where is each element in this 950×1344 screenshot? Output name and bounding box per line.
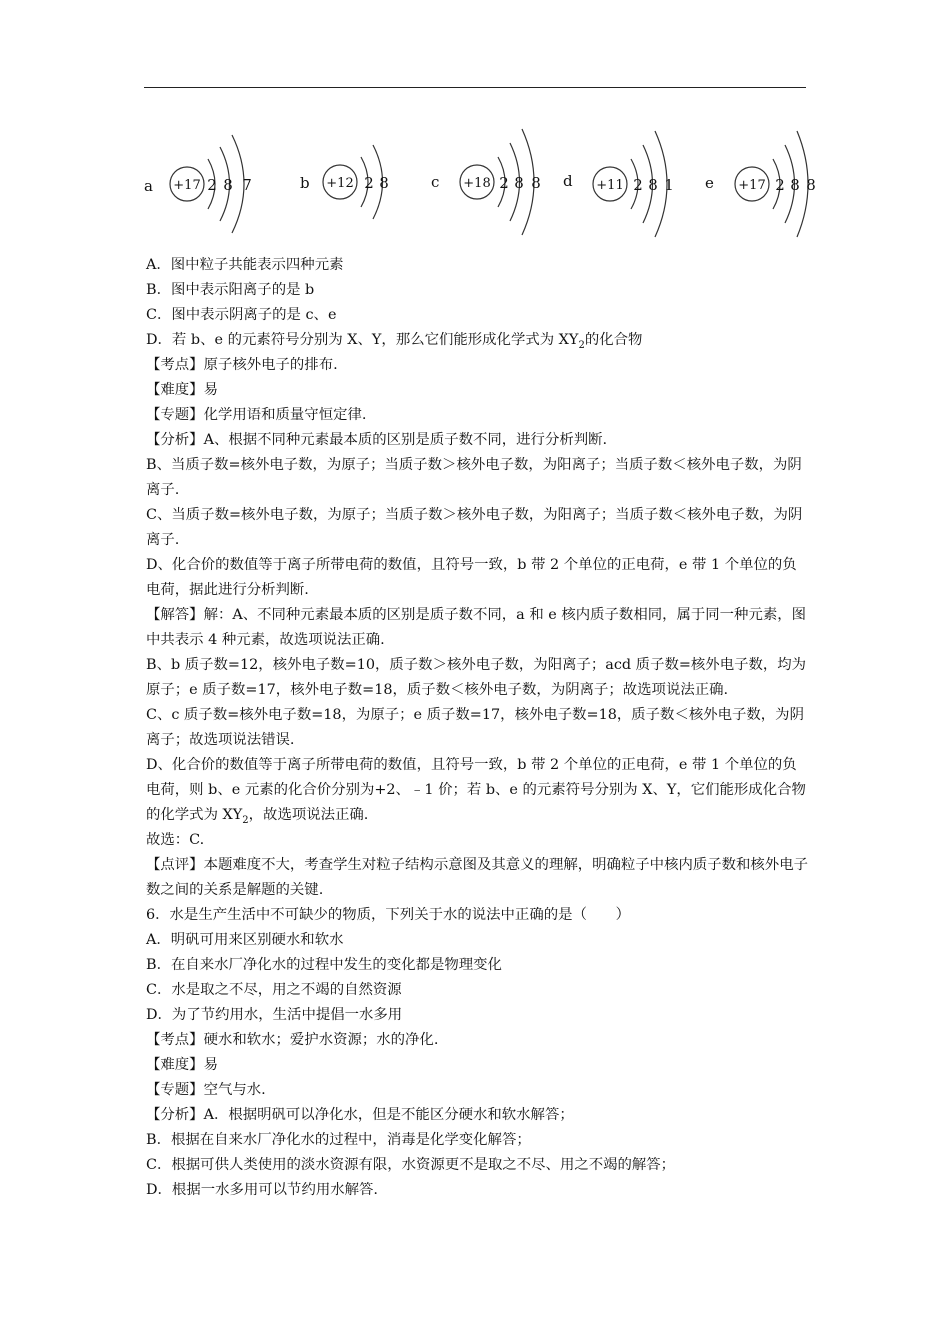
nucleus-charge-d: +11 — [596, 178, 624, 193]
atom-letter-a: a — [144, 177, 153, 195]
q5-option-d-tail: 的化合物 — [584, 332, 643, 348]
document-body — [146, 253, 808, 1203]
nucleus-charge-e: +17 — [738, 178, 766, 193]
q5-option-d — [146, 328, 808, 353]
q6-fenxi-c: C．根据可供人类使用的淡水资源有限，水资源更不是取之不尽、用之不竭的解答； — [146, 1157, 676, 1173]
q5-fenxi-b: B、当质子数=核外电子数，为原子；当质子数＞核外电子数，为阳离子；当质子数＜核外电子数，为阴离子. — [146, 457, 802, 498]
q5-jieda-a: 【解答】解：A、不同种元素最本质的区别是质子数不同，a 和 e 核内质子数相同，属于同一种元素，图中共表示 4 种元素，故选项说法正确. — [146, 607, 807, 648]
shell-b-2: 8 — [379, 174, 389, 192]
q6-zhuanti: 【专题】空气与水. — [146, 1082, 266, 1098]
q5-jieda-d — [146, 753, 808, 828]
header-rule — [144, 87, 806, 88]
q6-option-b: B．在自来水厂净化水的过程中发生的变化都是物理变化 — [146, 957, 502, 973]
shell-e-3: 8 — [806, 176, 816, 194]
q5-fenxi-a: 【分析】A、根据不同种元素最本质的区别是质子数不同，进行分析判断. — [146, 432, 608, 448]
q5-jieda-b: B、b 质子数=12，核外电子数=10，质子数＞核外电子数，为阳离子；acd 质子数=核外电子数，均为原子；e 质子数=17，核外电子数=18，质子数＜核外电子数，为阴离子；故选项说法正确. — [146, 657, 807, 698]
q6-option-a: A．明矾可用来区别硬水和软水 — [146, 932, 344, 948]
q5-fenxi-d: D、化合价的数值等于离子所带电荷的数值，且符号一致，b 带 2 个单位的正电荷，e 带 1 个单位的负电荷，据此进行分析判断. — [146, 557, 797, 598]
q6-stem: 6．水是生产生活中不可缺少的物质，下列关于水的说法中正确的是（ ） — [146, 907, 631, 923]
nucleus-charge-c: +18 — [463, 176, 491, 191]
q5-jieda-d-text: D、化合价的数值等于离子所带电荷的数值，且符号一致，b 带 2 个单位的正电荷，e 带 1 个单位的负电荷，则 b、e 元素的化合价分别为+2、﹣1 价；若 b、e 的元素符号分别为 X、Y，它们能形成化合物的化学式为 XY — [146, 757, 806, 823]
q5-option-b: B．图中表示阳离子的是 b — [146, 282, 315, 298]
q6-nandu: 【难度】易 — [146, 1057, 218, 1073]
q5-option-a: A．图中粒子共能表示四种元素 — [146, 257, 344, 273]
shell-b-1: 2 — [364, 174, 374, 192]
atom-letter-e: e — [705, 174, 714, 192]
q5-jieda-d-tail: ，故选项说法正确. — [248, 807, 369, 823]
shell-a-2: 8 — [223, 176, 233, 194]
shell-d-2: 8 — [648, 176, 658, 194]
q5-nandu: 【难度】易 — [146, 382, 218, 398]
q5-option-d-text: D．若 b、e 的元素符号分别为 X、Y，那么它们能形成化学式为 XY — [146, 332, 579, 348]
nucleus-charge-b: +12 — [326, 176, 354, 191]
q6-fenxi-b: B．根据在自来水厂净化水的过程中，消毒是化学变化解答； — [146, 1132, 531, 1148]
shell-e-1: 2 — [775, 176, 785, 194]
shell-d-1: 2 — [633, 176, 643, 194]
q6-option-d: D．为了节约用水，生活中提倡一水多用 — [146, 1007, 403, 1023]
q6-option-c: C．水是取之不尽，用之不竭的自然资源 — [146, 982, 402, 998]
nucleus-charge-a: +17 — [173, 178, 201, 193]
q5-fenxi-c: C、当质子数=核外电子数，为原子；当质子数＞核外电子数，为阳离子；当质子数＜核外电子数，为阴离子. — [146, 507, 803, 548]
q5-zhuanti: 【专题】化学用语和质量守恒定律. — [146, 407, 367, 423]
q5-dianping: 【点评】本题难度不大，考查学生对粒子结构示意图及其意义的理解，明确粒子中核内质子数和核外电子数之间的关系是解题的关键. — [146, 857, 808, 898]
shell-a-3: 7 — [242, 176, 252, 194]
q5-jieda-c: C、c 质子数=核外电子数=18，为原子；e 质子数=17，核外电子数=18，质子数＜核外电子数，为阴离子；故选项说法错误. — [146, 707, 804, 748]
q5-option-d-subscript: 2 — [578, 339, 585, 351]
q5-jieda-d-subscript: 2 — [242, 814, 249, 826]
shell-c-2: 8 — [514, 174, 524, 192]
shell-c-3: 8 — [531, 174, 541, 192]
shell-a-1: 2 — [207, 176, 217, 194]
atom-structure-diagram — [140, 118, 820, 244]
q6-kaodian: 【考点】硬水和软水；爱护水资源；水的净化. — [146, 1032, 439, 1048]
q5-option-c: C．图中表示阴离子的是 c、e — [146, 307, 337, 323]
shell-e-2: 8 — [790, 176, 800, 194]
q5-answer: 故选：C. — [146, 832, 205, 848]
atom-letter-c: c — [431, 173, 440, 191]
q5-kaodian: 【考点】原子核外电子的排布. — [146, 357, 338, 373]
atom-letter-d: d — [563, 172, 573, 190]
atom-letter-b: b — [300, 174, 310, 192]
shell-d-3: 1 — [664, 176, 674, 194]
q6-fenxi-d: D．根据一水多用可以节约用水解答. — [146, 1182, 378, 1198]
q6-fenxi-a: 【分析】A．根据明矾可以净化水，但是不能区分硬水和软水解答； — [146, 1107, 574, 1123]
shell-c-1: 2 — [499, 174, 509, 192]
